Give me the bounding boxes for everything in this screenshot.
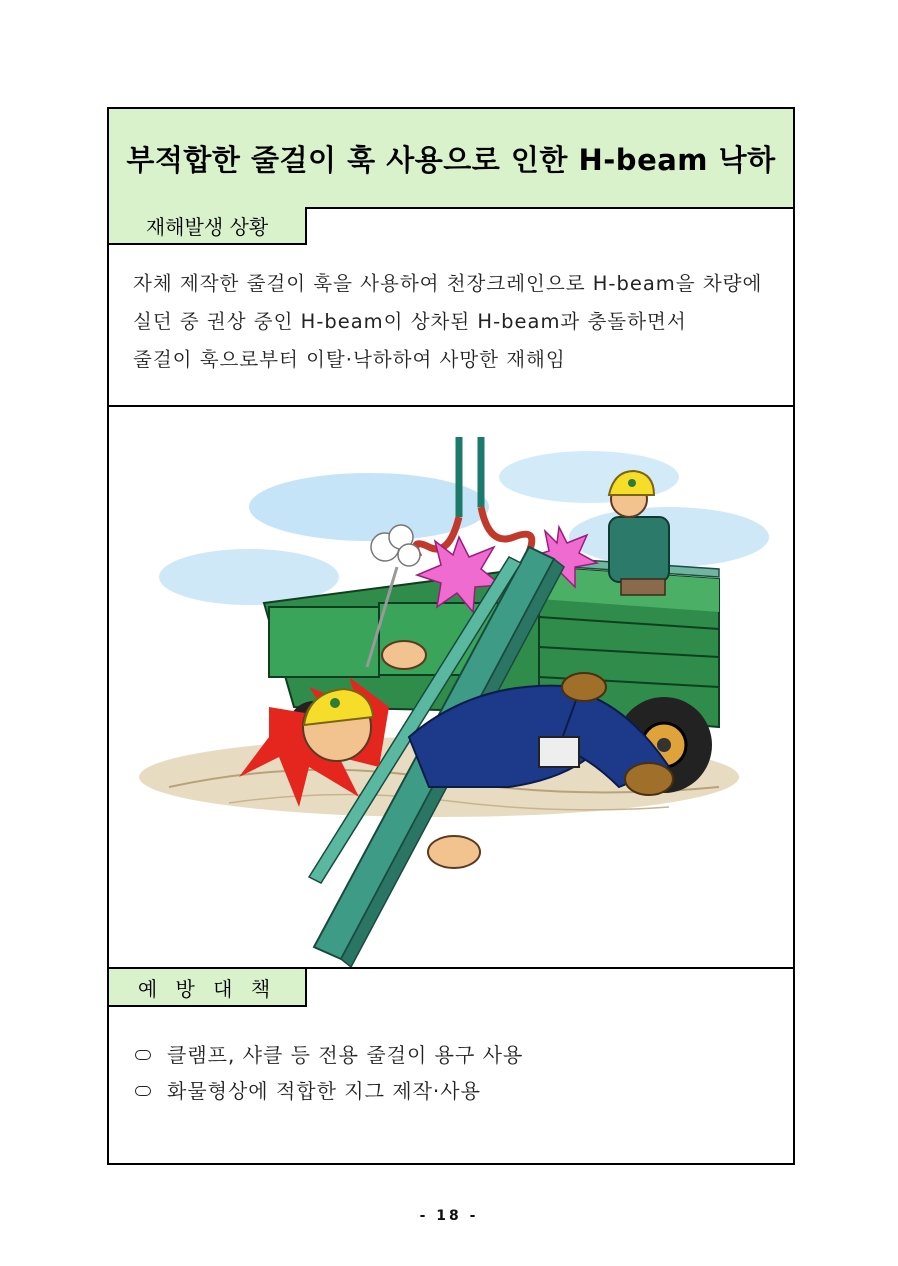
situation-section-label: 재해발생 상황 <box>109 207 307 245</box>
circle-bullet-icon <box>135 1050 151 1060</box>
prevention-item-text: 클램프, 샤클 등 전용 줄걸이 용구 사용 <box>167 1043 524 1067</box>
prevention-list <box>135 1037 523 1109</box>
page-number: - 18 - <box>419 1208 479 1224</box>
title-bar <box>109 109 793 209</box>
prevention-section-label: 예 방 대 책 <box>109 969 307 1007</box>
list-item <box>135 1037 523 1073</box>
situation-line: 줄걸이 훅으로부터 이탈·낙하하여 사망한 재해임 <box>133 348 566 371</box>
situation-line: 자체 제작한 줄걸이 훅을 사용하여 천장크레인으로 H-beam을 차량에 <box>133 272 763 295</box>
prevention-item-text: 화물형상에 적합한 지그 제작·사용 <box>167 1079 481 1103</box>
situation-line: 실던 중 권상 중인 H-beam이 상차된 H-beam과 충돌하면서 <box>133 310 687 333</box>
situation-description <box>133 265 783 379</box>
page-title: 부적합한 줄걸이 훅 사용으로 인한 H-beam 낙하 <box>126 142 776 177</box>
accident-illustration <box>109 407 793 967</box>
document-frame <box>107 107 795 1165</box>
list-item <box>135 1073 523 1109</box>
circle-bullet-icon <box>135 1086 151 1096</box>
